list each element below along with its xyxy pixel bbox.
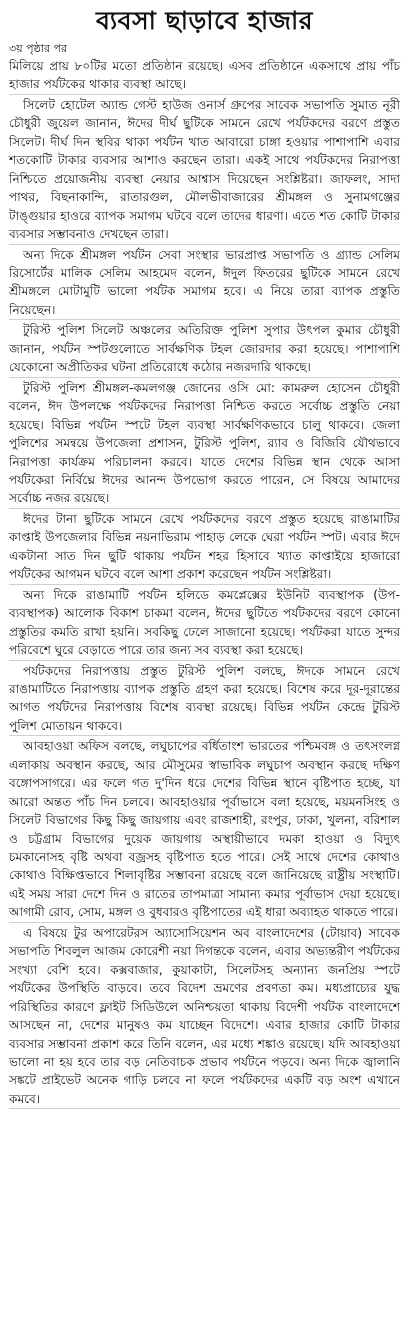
paragraph: এ বিষয়ে টুর অপারেটরস অ্যাসোসিয়েশন অব বাংলাদেশের (টোয়াব) সাবেক সভাপতি শিবলুল আজম কোরেশী নয়া দিগন্তকে বলেন, এবার অভ্যন্তরীণ পর্যটকের সংখ্যা বেশি হবে। কক্সবাজার, কুয়াকাটা, সিলেটসহ অন্যান্য জনপ্রিয় স্পটে পর্যটকের উপস্থিতি বাড়বে। তবে বিদেশ ভ্রমণের প্রবণতা কম। মধ্যপ্রাচ্যের যুদ্ধ পরিস্থিতির কারণে ফ্লাইট সিডিউলে অনিশ্চয়তা থাকায় বিদেশী পর্যটক বাংলাদেশে আসছেন না, দেশের মানুষও কম যাচ্ছেন বিদেশে। এবার হাজার কোটি টাকার ব্যবসার সম্ভাবনা প্রকাশ করে তিনি বলেন, এর মধ্যে শঙ্কাও রয়েছে। যদি আবহাওয়া ভালো না হয় হবে তার বড় নেতিবাচক প্রভাব পর্যটনে পড়বে। অন্য দিকে জ্বালানি সঙ্কটে প্রাইভেট অনেক গাড়ি চলবে না ফলে পর্যটকদের একটি বড় অংশ এখানে কমবে।	[9, 924, 400, 1110]
paragraph: আবহাওয়া অফিস বলছে, লঘুচাপের বর্ধিতাংশ ভারতের পশ্চিমবঙ্গ ও তৎসংলগ্ন এলাকায় অবস্থান করছে, আর মৌসুমের স্বাভাবিক লঘুচাপ অবস্থান করছে দক্ষিণ বঙ্গোপসাগরে। এর ফলে গত দু'দিন ধরে দেশের বিভিন্ন স্থানে বৃষ্টিপাত হচ্ছে, যা আরো অন্তত পাঁচ দিন চলবে। আবহাওয়ার পূর্বাভাসে বলা হয়েছে, ময়মনসিংহ ও সিলেট বিভাগের কিছু কিছু জায়গায় এবং রাজশাহী, রংপুর, ঢাকা, খুলনা, বরিশাল ও চট্টগ্রাম বিভাগের দুয়েক জায়গায় অস্থায়ীভাবে দমকা হাওয়া ও বিদ্যুৎ চমকানোসহ বৃষ্টি অথবা বজ্রসহ বৃষ্টিপাত হতে পারে। সেই সাথে দেশের কোথাও কোথাও বিক্ষিপ্তভাবে শিলাবৃষ্টির সম্ভাবনা রয়েছে বলে জানিয়েছে রাষ্ট্রীয় সংস্থাটি। এই সময় সারা দেশে দিন ও রাতের তাপমাত্রা সামান্য কমার পূর্বাভাস দেয়া হয়েছে। আগামী রোব, সোম, মঙ্গল ও বুধবারও বৃষ্টিপাতের এই ধারা অব্যাহত থাকতে পারে।	[9, 737, 400, 923]
paragraph: ঈদের টানা ছুটিকে সামনে রেখে পর্যটকদের বরণে প্রস্তুত হয়েছে রাঙামাটির কাপ্তাই উপজেলার বিভিন্ন নয়নাভিরাম পাহাড় লেকে ঘেরা পর্যটন স্পট। এবার ঈদে একটানা সাত দিন ছুটি থাকায় পর্যটন শহর হিসাবে খ্যাত কাপ্তাইয়ে হাজারো পর্যটকের আগমন ঘটবে বলে আশা প্রকাশ করেছেন পর্যটন সংশ্লিষ্টরা।	[9, 510, 400, 585]
paragraph: মিলিয়ে প্রায় ৮০টির মতো প্রতিষ্ঠান রয়েছে। এসব প্রতিষ্ঠানে একসাথে প্রায় পাঁচ হাজার পর্যটকের থাকার ব্যবস্থা আছে।	[9, 57, 400, 95]
paragraph: পর্যটকদের নিরাপত্তায় প্রস্তুত টুরিস্ট পুলিশ বলছে, ঈদকে সামনে রেখে রাঙামাটিতে নিরাপত্তায় ব্যাপক প্রস্তুতি গ্রহণ করা হয়েছে। বিশেষ করে দূর-দূরান্তের আগত পর্যটদের নিরাপত্তায় বিশেষ ব্যবস্থা রয়েছে। বিভিন্ন পর্যটন কেন্দ্রে টুরিস্ট পুলিশ মোতায়ন থাকবে।	[9, 662, 400, 737]
paragraph: অন্য দিকে রাঙামাটি পর্যটন হলিডে কমপ্লেক্সের ইউনিট ব্যবস্থাপক (উপ-ব্যবস্থাপক) আলোক বিকাশ চাকমা বলেন, ঈদের ছুটিতে পর্যটকদের বরণে কোনো প্রস্তুতির কমতি রাখা হয়নি। সবকিছু ঢেলে সাজানো হয়েছে। পর্যটকরা যাতে সুন্দর পরিবেশে ঘুরে বেড়াতে পারে তার জন্য সব ব্যবস্থা করা হয়েছে।	[9, 586, 400, 661]
continued-from-label: ৩য় পৃষ্ঠার পর	[9, 42, 68, 55]
paragraph: অন্য দিকে শ্রীমঙ্গল পর্যটন সেবা সংস্থার ভারপ্রাপ্ত সভাপতি ও গ্র্যান্ড সেলিম রিসোর্টের মালিক সেলিম আহমেদ বলেন, ঈদুল ফিতরের ছুটিকে সামনে রেখে শ্রীমঙ্গলে মোটামুটি ভালো পর্যটক সমাগম হবে। এ নিয়ে তারা ব্যাপক প্রস্তুতি নিয়েছেন।	[9, 246, 400, 321]
paragraph: টুরিস্ট পুলিশ সিলেট অঞ্চলের অতিরিক্ত পুলিশ সুপার উৎপল কুমার চৌধুরী জানান, পর্যটন স্পটগুলোতে সার্বক্ষণিক টহল জোরদার করা হয়েছে। পাশাপাশি যেকোনো অপ্রীতিকর ঘটনা প্রতিরোধে কঠোর নজরদারি থাকছে।	[9, 321, 400, 377]
paragraph: টুরিস্ট পুলিশ শ্রীমঙ্গল-কমলগঞ্জ জোনের ওসি মো: কামরুল হোসেন চৌধুরী বলেন, ঈদ উপলক্ষে পর্যটকদের নিরাপত্তা নিশ্চিত করতে সর্বোচ্চ প্রস্তুতি নেয়া হয়েছে। বিভিন্ন পর্যটন স্পটে টহল ব্যবস্থা সার্বক্ষণিকভাবে চালু থাকবে। জেলা পুলিশের সমন্বয়ে উপজেলা প্রশাসন, টুরিস্ট পুলিশ, র‌্যাব ও বিজিবি যৌথভাবে নিরাপত্তা কার্যক্রম পরিচালনা করবে। যাতে দেশের বিভিন্ন স্থান থেকে আসা পর্যটকেরা নির্বিঘ্নে ঈদের আনন্দ উপভোগ করতে পারেন, সে বিষয়ে আমাদের সর্বোচ্চ নজর রয়েছে।	[9, 379, 400, 509]
paragraph: সিলেট হোটেল অ্যান্ড গেস্ট হাউজ ওনার্স গ্রুপের সাবেক সভাপতি সুমাত নূরী চৌধুরী জুয়েল জানান, ঈদের দীর্ঘ ছুটিকে সামনে রেখে পর্যটকদের বরণে প্রস্তুত সিলেট। দীর্ঘ দিন স্থবির থাকা পর্যটন খাত আবারো চাঙ্গা হওয়ার পাশাপাশি এবার শতকোটি টাকার ব্যবসার আশাও করছেন তারা। একই সাথে পর্যটকদের নিরাপত্তা নিশ্চিতে প্রয়োজনীয় ব্যবস্থা নেয়ার আশ্বাস দিয়েছেন সংশ্লিষ্টরা। জাফলং, সাদা পাথর, বিছনাকান্দি, রাতারগুল, মৌলভীবাজারের শ্রীমঙ্গল ও সুনামগঞ্জের টাঙ্গুয়ার হাওরে ব্যাপক সমাগম ঘটবে বলে তাদের ধারণা। এতে শত কোটি টাকার ব্যবসার সম্ভাবনাও দেখছেন তারা।	[9, 96, 400, 245]
headline: ব্যবসা ছাড়াবে হাজার	[96, 6, 313, 35]
article-body	[9, 57, 400, 1109]
